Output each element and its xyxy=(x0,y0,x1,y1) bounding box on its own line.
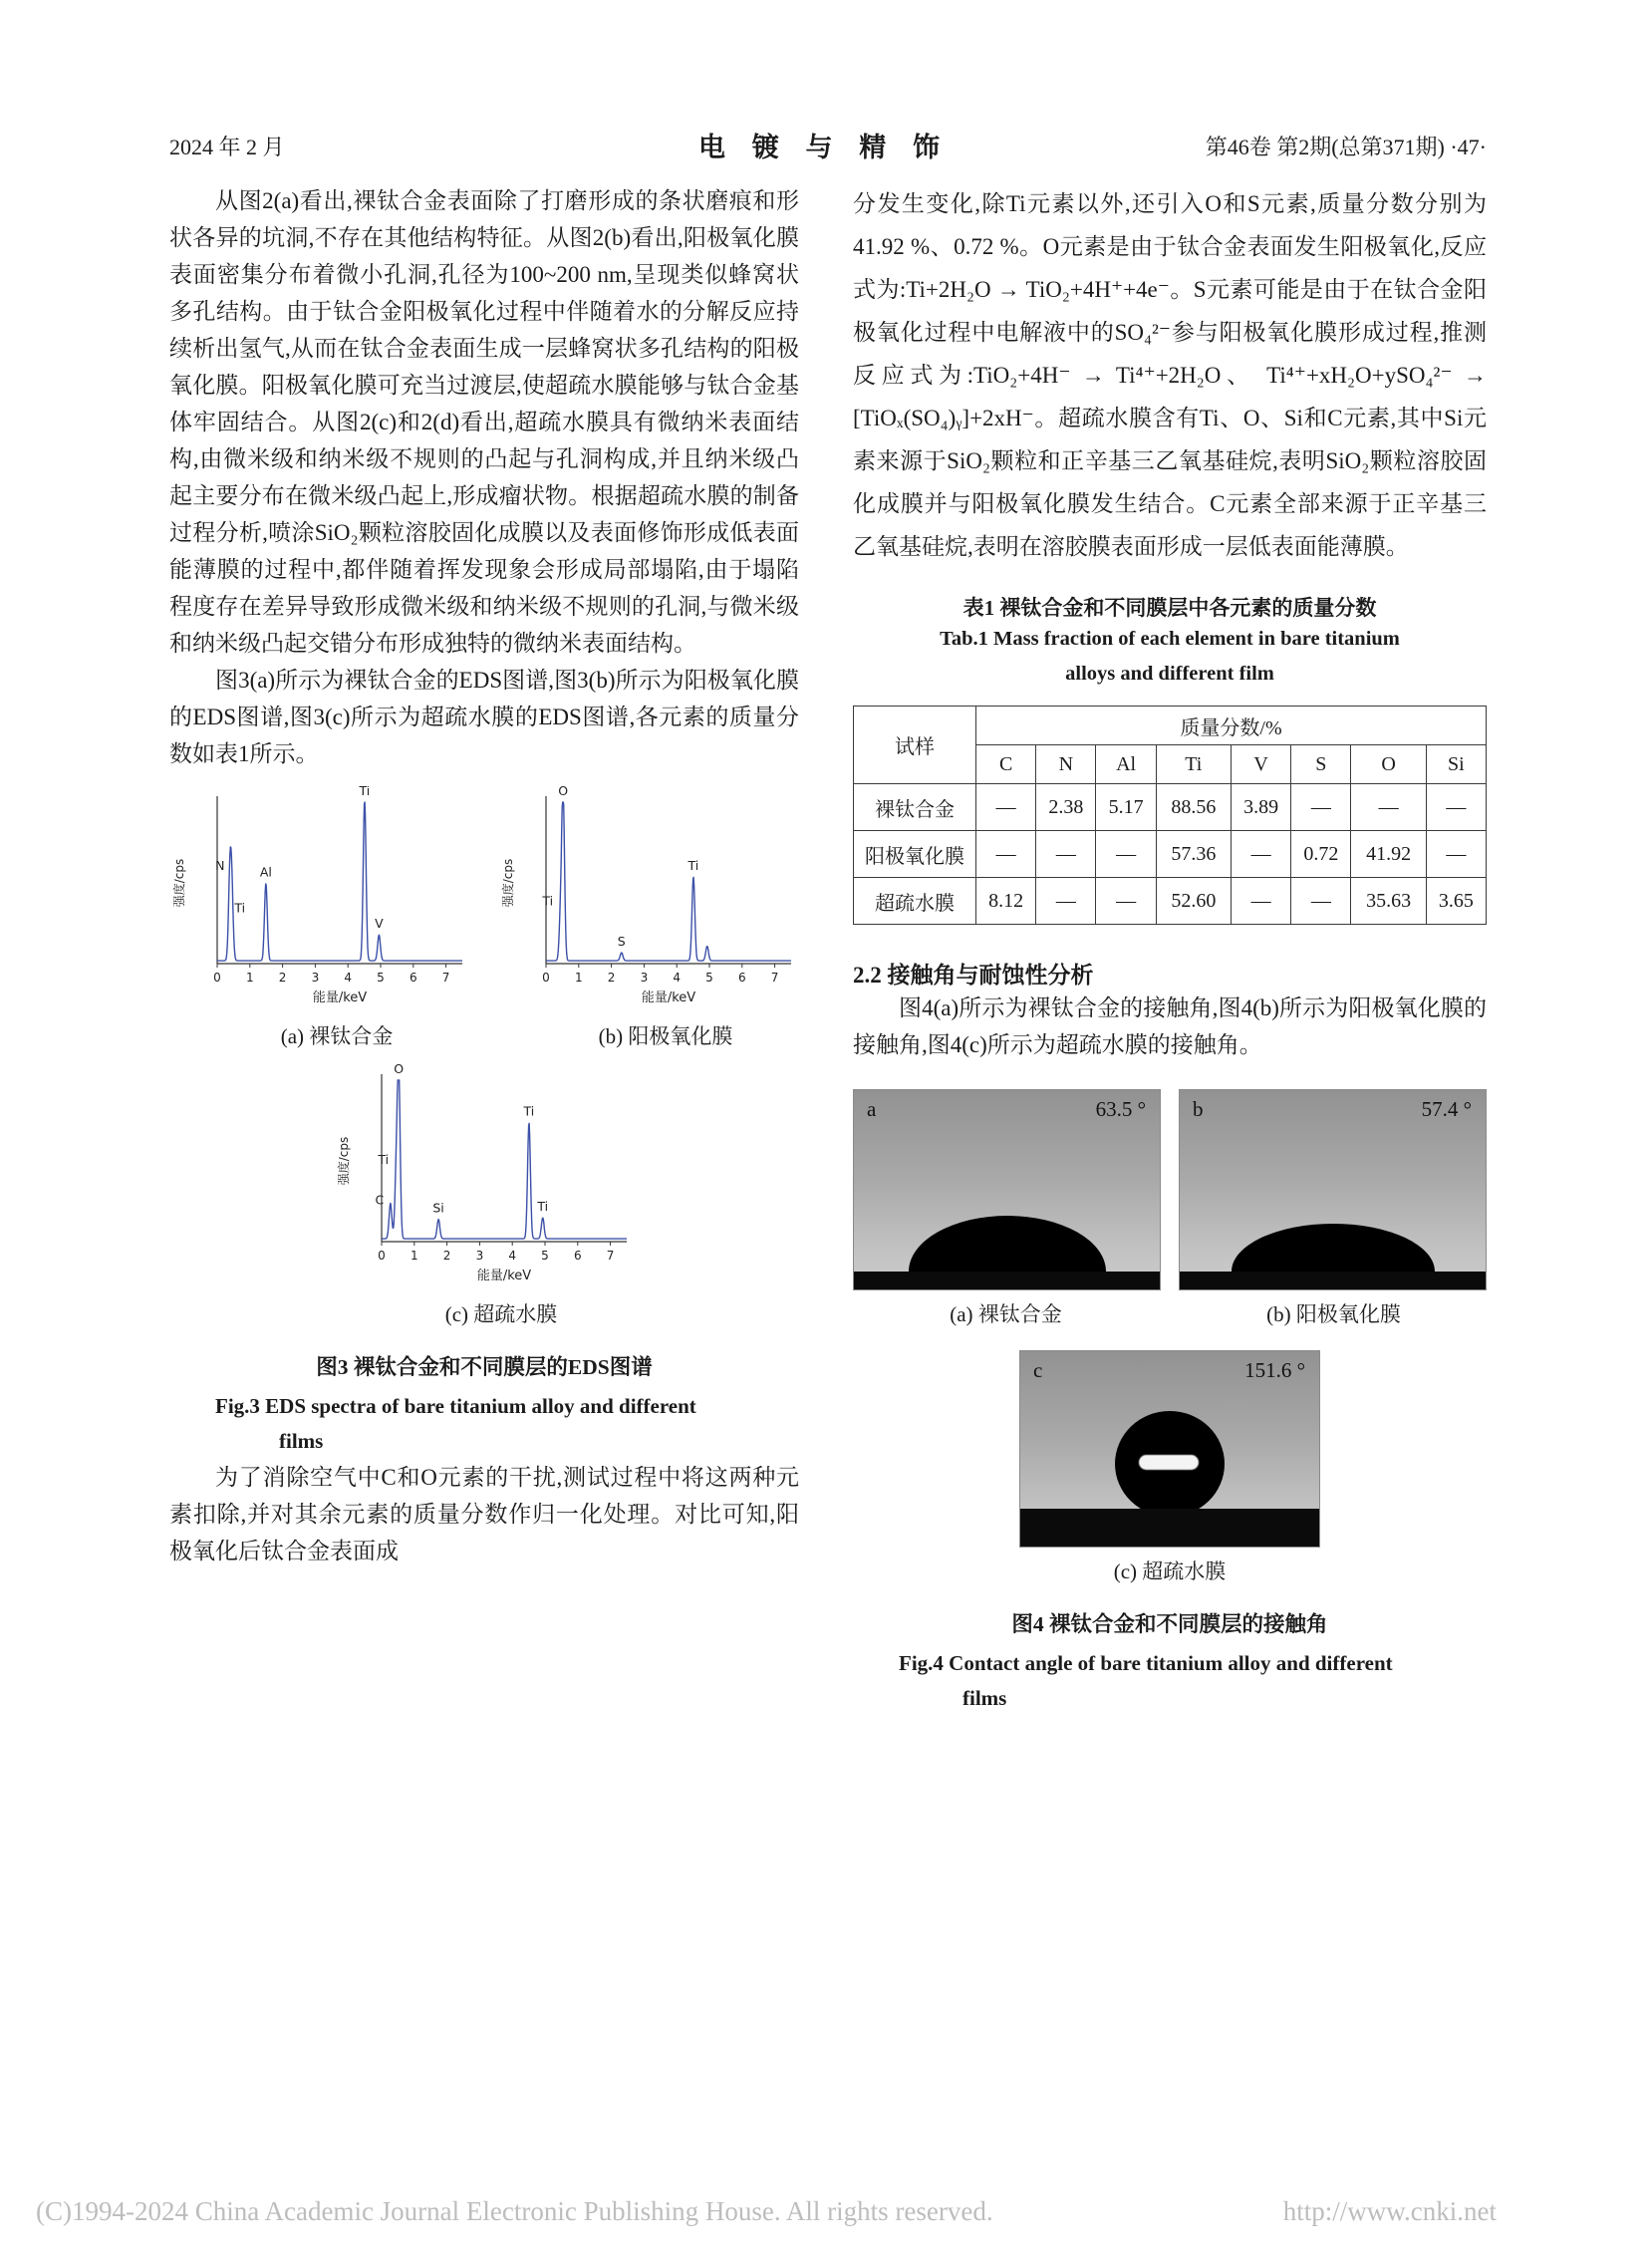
figure3-caption-cn: 图3 裸钛合金和不同膜层的EDS图谱 xyxy=(316,1355,653,1379)
contact-angle-row xyxy=(853,1089,1487,1290)
svg-text:5: 5 xyxy=(541,1249,549,1263)
svg-text:Ti: Ti xyxy=(687,857,699,873)
table-cell: 57.36 xyxy=(1156,831,1231,878)
figure4-caption-en-line2: films xyxy=(962,1686,1007,1710)
figure4-caption-en-line1: Fig.4 Contact angle of bare titanium alloy and different xyxy=(899,1651,1393,1675)
svg-text:2: 2 xyxy=(607,971,616,985)
photo-caption-c: (c) 超疏水膜 xyxy=(1113,1559,1227,1583)
header-issue: 第46卷 第2期(总第371期) ·47· xyxy=(1205,135,1487,159)
contact-angle-photo-b xyxy=(1179,1089,1487,1290)
svg-text:能量/keV: 能量/keV xyxy=(641,991,696,1005)
table-cell: 阳极氧化膜 xyxy=(854,831,976,878)
table-cell: 8.12 xyxy=(976,878,1036,925)
svg-text:Ti: Ti xyxy=(359,786,371,798)
contact-angle-value: 151.6 ° xyxy=(1244,1358,1305,1382)
water-droplet xyxy=(1232,1224,1435,1272)
table-cell: Si xyxy=(1426,745,1486,784)
svg-text:2: 2 xyxy=(278,971,287,985)
table1-title-en-line1: Tab.1 Mass fraction of each element in bare titanium xyxy=(940,628,1400,650)
svg-text:4: 4 xyxy=(673,971,682,985)
table-cell: — xyxy=(1291,878,1351,925)
table-cell: — xyxy=(1231,878,1290,925)
paragraph: 分发生变化,除Ti元素以外,还引入O和S元素,质量分数分别为41.92 %、0.72 %。O元素是由于钛合金表面发生阳极氧化,反应式为:Ti+2H₂O → TiO₂+4H⁺+4e⁻。S元素可能是由于在钛合金阳极氧化过程中电解液中的SO₄²⁻参与阳极氧化膜形成过程,推测反应式为:TiO₂+4H⁻ → Ti⁴⁺+2H₂O、 Ti⁴⁺+xH₂O+ySO₄²⁻ → [TiOₓ(SO₄)ᵧ]+2xH⁻。超疏水膜含有Ti、O、Si和C元素,其中Si元素来源于SiO₂颗粒和正辛基三乙氧基硅烷,表明SiO₂颗粒溶胶固化成膜并与阳极氧化膜发生结合。C元素全部来源于正辛基三乙氧基硅烷,表明在溶胶膜表面形成一层低表面能薄膜。 xyxy=(853,191,1487,559)
table-cell: 41.92 xyxy=(1351,831,1426,878)
table1-title-cn: 表1 裸钛合金和不同膜层中各元素的质量分数 xyxy=(962,596,1377,620)
figure3-caption-en-line1: Fig.3 EDS spectra of bare titanium alloy and different xyxy=(215,1394,696,1418)
svg-text:0: 0 xyxy=(213,971,221,985)
svg-text:Ti: Ti xyxy=(542,893,554,909)
table-cell: — xyxy=(1036,831,1096,878)
svg-text:7: 7 xyxy=(770,971,779,985)
table-cell: Ti xyxy=(1156,745,1231,784)
table-cell: — xyxy=(1096,831,1156,878)
svg-text:S: S xyxy=(617,933,626,949)
contact-angle-photo-c xyxy=(1019,1350,1320,1548)
svg-text:3: 3 xyxy=(311,971,320,985)
table-cell: — xyxy=(1036,878,1096,925)
eds-spectrum-b xyxy=(498,786,799,1018)
svg-text:C: C xyxy=(375,1192,385,1208)
svg-text:5: 5 xyxy=(377,971,385,985)
eds-caption-a: (a) 裸钛合金 xyxy=(280,1024,394,1048)
svg-text:6: 6 xyxy=(409,971,417,985)
table-cell: 2.38 xyxy=(1036,784,1096,831)
svg-text:0: 0 xyxy=(542,971,550,985)
svg-text:4: 4 xyxy=(508,1249,517,1263)
eds-spectrum-c xyxy=(334,1064,635,1296)
substrate-surface xyxy=(1180,1272,1486,1289)
table-cell: — xyxy=(1426,784,1486,831)
water-droplet xyxy=(1115,1411,1225,1517)
droplet-highlight xyxy=(1139,1455,1199,1470)
paragraph: 从图2(a)看出,裸钛合金表面除了打磨形成的条状磨痕和形状各异的坑洞,不存在其他结构特征。从图2(b)看出,阳极氧化膜表面密集分布着微小孔洞,孔径为100~200 nm,呈现类似蜂窝状多孔结构。由于钛合金阳极氧化过程中伴随着水的分解反应持续析出氢气,从而在钛合金表面生成一层蜂窝状多孔结构的阳极氧化膜。阳极氧化膜可充当过渡层,使超疏水膜能够与钛合金基体牢固结合。从图2(c)和2(d)看出,超疏水膜具有微纳米表面结构,由微米级和纳米级不规则的凸起与孔洞构成,并且纳米级凸起主要分布在微米级凸起上,形成瘤状物。根据超疏水膜的制备过程分析,喷涂SiO₂颗粒溶胶固化成膜以及表面修饰形成低表面能薄膜的过程中,都伴随着挥发现象会形成局部塌陷,由于塌陷程度存在差异导致形成微米级和纳米级不规则的孔洞,与微米级和纳米级凸起交错分布形成独特的微纳米表面结构。 xyxy=(169,188,799,656)
photo-label: b xyxy=(1193,1097,1204,1121)
svg-text:能量/keV: 能量/keV xyxy=(476,1269,532,1283)
svg-text:能量/keV: 能量/keV xyxy=(312,991,368,1005)
contact-angle-center xyxy=(853,1350,1487,1585)
svg-text:3: 3 xyxy=(475,1249,484,1263)
table-cell: C xyxy=(976,745,1036,784)
table-cell: 超疏水膜 xyxy=(854,878,976,925)
table-cell: 0.72 xyxy=(1291,831,1351,878)
eds-chart-block-a xyxy=(169,786,470,1050)
table-cell: 52.60 xyxy=(1156,878,1231,925)
svg-text:1: 1 xyxy=(410,1249,418,1263)
svg-text:O: O xyxy=(558,786,569,798)
svg-text:V: V xyxy=(375,916,384,932)
svg-text:Al: Al xyxy=(259,864,272,880)
table-cell: — xyxy=(1291,784,1351,831)
table-row xyxy=(854,784,1487,831)
page-footer xyxy=(36,2196,1497,2227)
svg-text:6: 6 xyxy=(737,971,746,985)
table-cell: — xyxy=(1231,831,1290,878)
table-cell: V xyxy=(1231,745,1290,784)
copyright-text: (C)1994-2024 China Academic Journal Electronic Publishing House. All rights reserved. xyxy=(36,2196,993,2226)
table-row xyxy=(854,878,1487,925)
figure3-caption-en-line2: films xyxy=(279,1429,324,1453)
paragraph: 图3(a)所示为裸钛合金的EDS图谱,图3(b)所示为阳极氧化膜的EDS图谱,图3(c)所示为超疏水膜的EDS图谱,各元素的质量分数如表1所示。 xyxy=(169,668,799,766)
left-column xyxy=(169,182,799,1569)
svg-text:强度/cps: 强度/cps xyxy=(501,858,515,908)
section-heading-2-2: 2.2 接触角与耐蚀性分析 xyxy=(853,963,1094,988)
svg-text:1: 1 xyxy=(245,971,254,985)
table-cell: — xyxy=(1351,784,1426,831)
svg-text:2: 2 xyxy=(442,1249,451,1263)
eds-caption-c: (c) 超疏水膜 xyxy=(444,1302,558,1326)
table-cell: O xyxy=(1351,745,1426,784)
table1-title-en-line2: alloys and different film xyxy=(1065,663,1274,685)
table1-mass-header: 质量分数/% xyxy=(976,707,1487,745)
eds-chart-block-b xyxy=(498,786,799,1050)
svg-text:3: 3 xyxy=(640,971,649,985)
svg-text:O: O xyxy=(394,1064,405,1076)
contact-angle-photo-a xyxy=(853,1089,1161,1290)
substrate-surface xyxy=(854,1272,1160,1289)
table1-sample-header: 试样 xyxy=(854,707,976,784)
svg-text:N: N xyxy=(215,857,225,873)
cnki-link[interactable]: http://www.cnki.net xyxy=(1282,2196,1497,2226)
svg-text:4: 4 xyxy=(344,971,353,985)
svg-text:7: 7 xyxy=(606,1249,615,1263)
table-cell: — xyxy=(1426,831,1486,878)
table-cell: 3.89 xyxy=(1231,784,1290,831)
photo-caption-a: (a) 裸钛合金 xyxy=(950,1302,1062,1326)
eds-spectrum-a xyxy=(169,786,470,1018)
table-row xyxy=(854,831,1487,878)
svg-text:Ti: Ti xyxy=(523,1103,535,1119)
table1 xyxy=(853,706,1487,925)
svg-text:强度/cps: 强度/cps xyxy=(337,1136,351,1186)
photo-label: a xyxy=(867,1097,877,1121)
photo-caption-b: (b) 阳极氧化膜 xyxy=(1266,1302,1401,1326)
svg-text:Ti: Ti xyxy=(537,1199,549,1215)
table-header-row xyxy=(854,707,1487,745)
table-cell: 3.65 xyxy=(1426,878,1486,925)
svg-text:强度/cps: 强度/cps xyxy=(172,858,186,908)
eds-chart-block-c xyxy=(169,1064,799,1328)
svg-text:1: 1 xyxy=(574,971,583,985)
contact-angle-captions xyxy=(853,1298,1487,1328)
paragraph: 图4(a)所示为裸钛合金的接触角,图4(b)所示为阳极氧化膜的接触角,图4(c)所示为超疏水膜的接触角。 xyxy=(853,995,1487,1057)
table-cell: N xyxy=(1036,745,1096,784)
eds-charts-row xyxy=(169,786,799,1050)
contact-angle-value: 63.5 ° xyxy=(1095,1097,1146,1121)
table-cell: 5.17 xyxy=(1096,784,1156,831)
right-column xyxy=(853,182,1487,1716)
svg-text:0: 0 xyxy=(378,1249,386,1263)
table-cell: 裸钛合金 xyxy=(854,784,976,831)
table-cell: S xyxy=(1291,745,1351,784)
water-droplet xyxy=(909,1216,1106,1272)
table-cell: — xyxy=(976,831,1036,878)
journal-title: 电 镀 与 精 饰 xyxy=(698,133,950,162)
svg-text:Ti: Ti xyxy=(378,1152,390,1168)
svg-text:7: 7 xyxy=(441,971,450,985)
svg-text:Si: Si xyxy=(432,1200,444,1216)
table-cell: Al xyxy=(1096,745,1156,784)
figure4-caption-cn: 图4 裸钛合金和不同膜层的接触角 xyxy=(1011,1612,1328,1636)
photo-label: c xyxy=(1033,1358,1043,1382)
table-cell: — xyxy=(1096,878,1156,925)
header-date: 2024 年 2 月 xyxy=(169,135,285,159)
table-cell: 35.63 xyxy=(1351,878,1426,925)
contact-angle-value: 57.4 ° xyxy=(1421,1097,1472,1121)
table-cell: 88.56 xyxy=(1156,784,1231,831)
svg-text:6: 6 xyxy=(573,1249,582,1263)
svg-text:Ti: Ti xyxy=(234,900,246,916)
svg-text:5: 5 xyxy=(705,971,713,985)
eds-caption-b: (b) 阳极氧化膜 xyxy=(598,1024,733,1048)
paragraph: 为了消除空气中C和O元素的干扰,测试过程中将这两种元素扣除,并对其余元素的质量分数作归一化处理。对比可知,阳极氧化后钛合金表面成 xyxy=(169,1465,799,1563)
table-cell: — xyxy=(976,784,1036,831)
substrate-surface xyxy=(1020,1509,1319,1547)
